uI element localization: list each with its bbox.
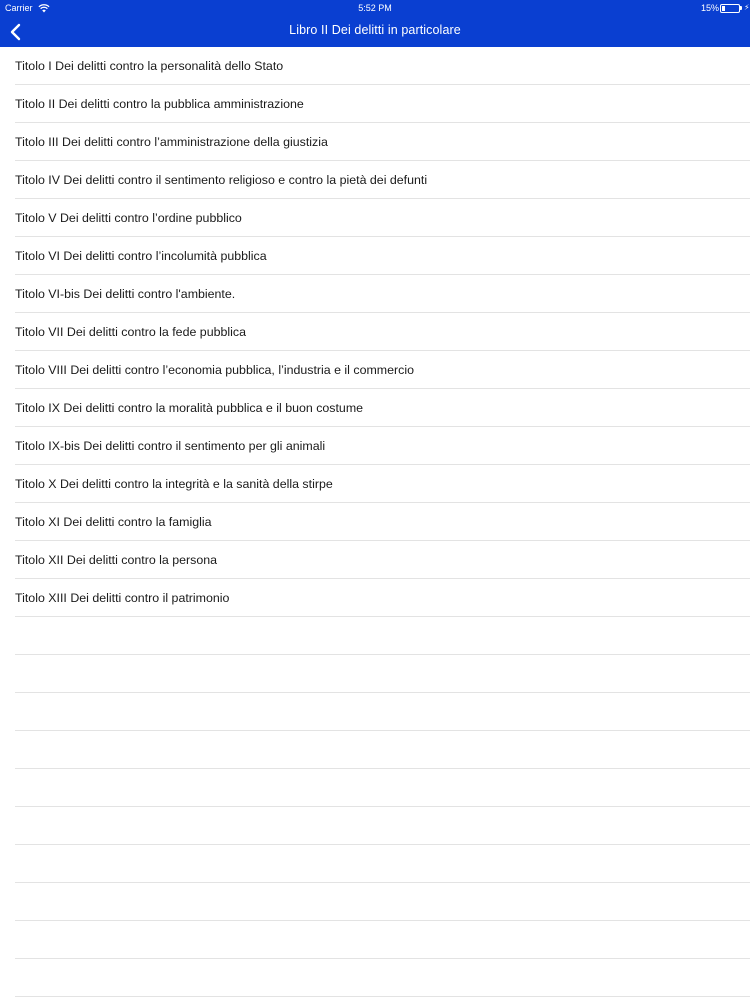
list-item-label: Titolo II Dei delitti contro la pubblica amministrazione [15,97,304,111]
list-item-label: Titolo IX Dei delitti contro la moralità pubblica e il buon costume [15,401,364,415]
list-item-label: Titolo XI Dei delitti contro la famiglia [15,515,212,529]
page-title: Libro II Dei delitti in particolare [289,23,461,37]
bolt-icon: ⚡ [744,3,750,12]
battery-tip [740,6,742,10]
status-bar [0,0,750,16]
list-item[interactable] [15,427,750,465]
status-time: 5:52 PM [358,3,392,13]
list-item[interactable] [15,351,750,389]
list-item-label: Titolo XIII Dei delitti contro il patrimonio [15,591,230,605]
list-item[interactable] [15,465,750,503]
list-item[interactable] [15,579,750,617]
empty-separator [15,921,750,959]
list-item-label: Titolo I Dei delitti contro la personalità dello Stato [15,59,284,73]
list-item-label: Titolo IX-bis Dei delitti contro il sentimento per gli animali [15,439,326,453]
list-item-label: Titolo III Dei delitti contro l’amministrazione della giustizia [15,135,328,149]
list-item[interactable] [15,85,750,123]
list-item-label: Titolo VI-bis Dei delitti contro l'ambiente. [15,287,236,301]
empty-separator [15,693,750,731]
list-item[interactable] [15,503,750,541]
list-item[interactable] [15,199,750,237]
list-item[interactable] [15,47,750,85]
list-item[interactable] [15,237,750,275]
list-item-label: Titolo VI Dei delitti contro l’incolumità pubblica [15,249,267,263]
empty-separator [15,655,750,693]
list-item[interactable] [15,389,750,427]
list-item-label: Titolo VII Dei delitti contro la fede pubblica [15,325,246,339]
empty-separator [15,959,750,997]
list-item-label: Titolo VIII Dei delitti contro l’economia pubblica, l’industria e il commercio [15,363,414,377]
empty-separator [15,769,750,807]
list-item[interactable] [15,161,750,199]
list-item[interactable] [15,275,750,313]
nav-bar [0,16,750,47]
carrier-label: Carrier [5,3,33,13]
battery-percent: 15% [701,3,720,13]
list-item-label: Titolo X Dei delitti contro la integrità e la sanità della stirpe [15,477,333,491]
list-item-label: Titolo XII Dei delitti contro la persona [15,553,218,567]
empty-separator [15,883,750,921]
header [0,0,750,47]
title-list [0,47,750,997]
list-item-label: Titolo IV Dei delitti contro il sentimento religioso e contro la pietà dei defunti [15,173,428,187]
list-item-label: Titolo V Dei delitti contro l’ordine pubblico [15,211,242,225]
empty-separator [15,617,750,655]
empty-separator [15,807,750,845]
list-item[interactable] [15,313,750,351]
list-item[interactable] [15,123,750,161]
empty-separator [15,731,750,769]
battery-icon [720,4,740,13]
empty-separator [15,845,750,883]
list-item[interactable] [15,541,750,579]
